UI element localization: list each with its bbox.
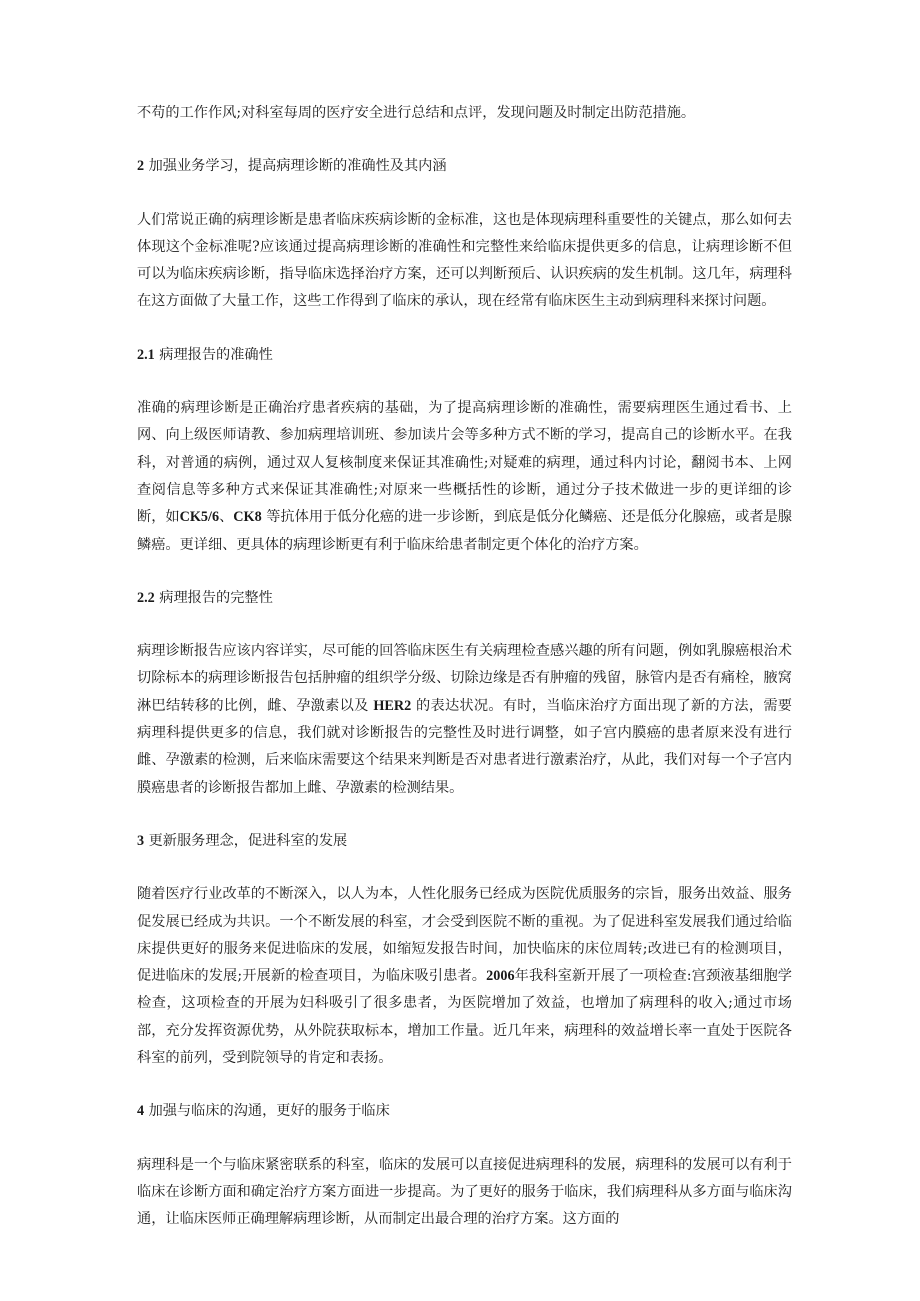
section-3-paragraph bbox=[137, 881, 792, 1072]
year-value: 2006 bbox=[486, 968, 515, 985]
section-2-2-paragraph bbox=[137, 638, 792, 802]
section-2-1-paragraph bbox=[137, 395, 792, 559]
section-2-heading bbox=[137, 153, 792, 180]
section-title: 病理报告的准确性 bbox=[159, 346, 273, 363]
paragraph-text: 准确的病理诊断是正确治疗患者疾病的基础，为了提高病理诊断的准确性，需要病理医生通过看书、上网、向上级医师请教、参加病理培训班、参加读片会等多种方式不断的学习，提高自己的诊断水平。在我科，对普通的病例，通过双人复核制度来保证其准确性;对疑难的病理，通过科内讨论，翻阅书本、上网查阅信息等多种方式来保证其准确性;对原来一些概括性的诊断，通过分子技术做进一步的更详细的诊断，如 bbox=[137, 400, 792, 526]
section-number: 3 bbox=[137, 832, 145, 849]
paragraph-text: 年我科室新开展了一项检查:宫颈液基细胞学检查，这项检查的开展为妇科吸引了很多患者，为医院增加了效益，也增加了病理科的收入;通过市场部，充分发挥资源优势，从外院获取标本，增加工作量。近几年来，病理科的效益增长率一直处于医院各科室的前列，受到院领导的肯定和表扬。 bbox=[137, 968, 792, 1067]
section-title: 加强业务学习，提高病理诊断的准确性及其内涵 bbox=[148, 158, 447, 175]
section-4-heading bbox=[137, 1098, 792, 1125]
her2-marker: HER2 bbox=[373, 697, 412, 714]
section-title: 更新服务理念，促进科室的发展 bbox=[148, 832, 348, 849]
paragraph-text: 等抗体用于低分化癌的进一步诊断，到底是低分化鳞癌、还是低分化腺癌，或者是腺鳞癌。更详细、更具体的病理诊断更有利于临床给患者制定更个体化的治疗方案。 bbox=[137, 509, 792, 553]
antibody-marker: CK5/6 bbox=[179, 509, 220, 526]
paragraph-text: 病理诊断报告应该内容详实，尽可能的回答临床医生有关病理检查感兴趣的所有问题，例如乳腺癌根治术切除标本的病理诊断报告包括肿瘤的组织学分级、切除边缘是否有肿瘤的残留，脉管内是否有痛栓，腋窝淋巴结转移的比例，雌、孕激素以及 bbox=[137, 643, 792, 714]
section-number: 2 bbox=[137, 158, 145, 175]
section-3-heading bbox=[137, 828, 792, 855]
paragraph-text: 随着医疗行业改革的不断深入，以人为本，人性化服务已经成为医院优质服务的宗旨，服务出效益、服务促发展已经成为共识。一个不断发展的科室，才会受到医院不断的重视。为了促进科室发展我们通过给临床提供更好的服务来促进临床的发展，如缩短发报告时间，加快临床的床位周转;改进已有的检测项目，促进临床的发展;开展新的检查项目，为临床吸引患者。 bbox=[137, 886, 792, 985]
section-4-paragraph: 病理科是一个与临床紧密联系的科室，临床的发展可以直接促进病理科的发展，病理科的发展可以有利于临床在诊断方面和确定治疗方案方面进一步提高。为了更好的服务于临床，我们病理科从多方面与临床沟通，让临床医师正确理解病理诊断，从而制定出最合理的治疗方案。这方面的 bbox=[137, 1156, 792, 1228]
section-number: 4 bbox=[137, 1103, 145, 1120]
section-number: 2.1 bbox=[137, 346, 155, 363]
intro-paragraph: 不苟的工作作风;对科室每周的医疗安全进行总结和点评，发现问题及时制定出防范措施。 bbox=[137, 105, 696, 121]
document-page bbox=[137, 100, 792, 1234]
separator: 、 bbox=[219, 509, 234, 526]
section-title: 加强与临床的沟通，更好的服务于临床 bbox=[148, 1103, 390, 1120]
section-title: 病理报告的完整性 bbox=[159, 589, 273, 606]
paragraph-text: 的表达状况。有时，当临床治疗方面出现了新的方法，需要病理科提供更多的信息，我们就对诊断报告的完整性及时进行调整，如子宫内膜癌的患者原来没有进行雌、孕激素的检测，后来临床需要这个结果来判断是否对患者进行激素治疗，从此，我们对每一个子宫内膜癌患者的诊断报告都加上雌、孕激素的检测结果。 bbox=[137, 697, 792, 796]
section-2-paragraph: 人们常说正确的病理诊断是患者临床疾病诊断的金标准，这也是体现病理科重要性的关键点，那么如何去体现这个金标准呢?应该通过提高病理诊断的准确性和完整性来给临床提供更多的信息，让病理诊断不但可以为临床疾病诊断，指导临床选择治疗方案，还可以判断预后、认识疾病的发生机制。这几年，病理科在这方面做了大量工作，这些工作得到了临床的承认，现在经常有临床医生主动到病理科来探讨问题。 bbox=[137, 211, 792, 310]
section-2-2-heading bbox=[137, 585, 792, 612]
section-number: 2.2 bbox=[137, 589, 155, 606]
antibody-marker: CK8 bbox=[233, 509, 262, 526]
section-2-1-heading bbox=[137, 342, 792, 369]
